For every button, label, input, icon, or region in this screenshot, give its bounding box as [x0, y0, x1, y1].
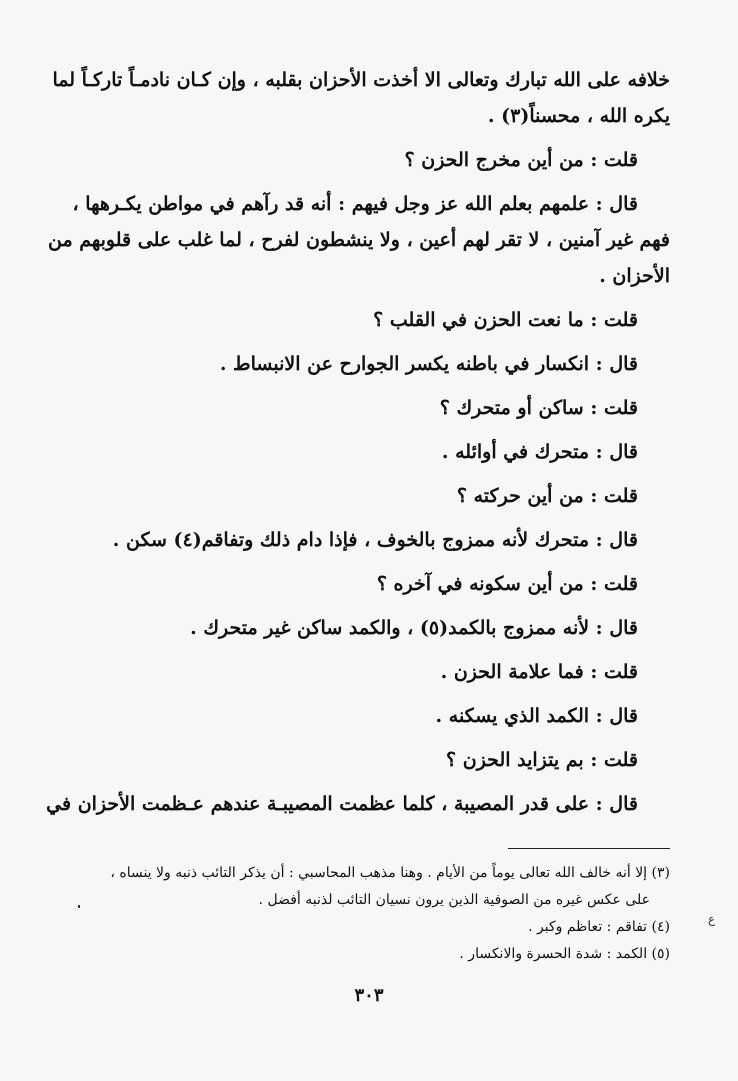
paragraph-1	[40, 62, 670, 134]
footnotes	[40, 860, 670, 968]
footnote-5: (٥) الكمد : شدة الحسرة والانكسار .	[459, 946, 670, 962]
text-line: خلافه على الله تبارك وتعالى الا أخذت الأحزان بقلبه ، وإن كـان نادمـاً تاركـاً لما	[52, 69, 670, 91]
dialogue-line: قلت : فما علامة الحزن .	[440, 661, 638, 683]
dialogue-line: قلت : من أين سكونه في آخره ؟	[376, 573, 638, 595]
text-line: قلت : من أين مخرج الحزن ؟	[404, 149, 638, 171]
footnote-separator	[508, 848, 670, 849]
dialogue-line: قال : لأنه ممزوج بالكمد(٥) ، والكمد ساكن غير متحرك .	[190, 617, 638, 639]
dialogue-line: قال : على قدر المصيبة ، كلما عظمت المصيبـة عندهم عـظمت الأحزان في	[46, 793, 638, 815]
dialogue-line: قلت : ساكن أو متحرك ؟	[439, 397, 638, 419]
dialogue-line: قلت : بم يتزايد الحزن ؟	[446, 749, 638, 771]
dialogue-line: قال : انكسار في باطنه يكسر الجوارح عن الانبساط .	[219, 353, 638, 375]
dialogue-line: قال : متحرك لأنه ممزوج بالخوف ، فإذا دام ذلك وتفاقم(٤) سكن .	[112, 529, 638, 551]
text-line: الأحزان .	[599, 265, 670, 287]
body-text	[40, 62, 670, 830]
stray-dot	[78, 905, 80, 908]
dialogue-line: قلت : ما نعت الحزن في القلب ؟	[373, 309, 638, 331]
dialogue-line: قال : متحرك في أوائله .	[441, 441, 638, 463]
text-line: يكره الله ، محسناً(٣) .	[487, 105, 670, 127]
footnote-4: (٤) تفاقم : تعاظم وكبر .	[528, 919, 670, 935]
paragraph-3	[40, 186, 670, 294]
paragraph-2	[40, 142, 670, 178]
footnote-3-continuation: على عكس غيره من الصوفية الذين يرون نسيان التائب لذنبه أفضل .	[258, 892, 650, 908]
dialogue-line: قلت : من أين حركته ؟	[456, 485, 638, 507]
footnote-3: (٣) إلا أنه خالف الله تعالى يوماً من الأيام . وهنا مذهب المحاسبي : أن يذكر التائب ذنبه ولا ينساه ،	[110, 865, 670, 881]
text-line: قال : علمهم بعلم الله عز وجل فيهم : أنه قد رآهم في مواطن يكـرهها ،	[72, 193, 638, 215]
text-line: فهم غير آمنين ، لا تقر لهم أعين ، ولا ينشطون لفرح ، لما غلب على قلوبهم من	[47, 229, 670, 251]
page-number: ٣٠٣	[354, 985, 384, 1006]
margin-mark: ﻉ	[708, 912, 716, 926]
dialogue-line: قال : الكمد الذي يسكنه .	[435, 705, 638, 727]
